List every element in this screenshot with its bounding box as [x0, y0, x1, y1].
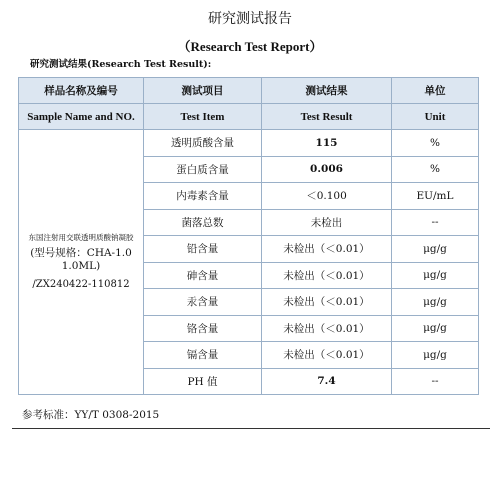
header-sample-en: Sample Name and NO.	[19, 104, 144, 130]
test-unit: %	[392, 156, 479, 183]
test-result: ＜0.100	[262, 183, 392, 210]
header-sample-cn: 样品名称及编号	[19, 78, 144, 104]
sample-spec: (型号规格：CHA-1.0 1.0ML)	[30, 247, 132, 273]
header-row-en	[19, 104, 479, 130]
test-item: 汞含量	[144, 289, 262, 316]
test-unit: μg/g	[392, 315, 479, 342]
header-result-en: Test Result	[262, 104, 392, 130]
sample-name: 东国注射用交联透明质酸钠凝胶	[28, 232, 134, 242]
test-result: 未检出（＜0.01）	[262, 289, 392, 316]
test-unit: --	[392, 368, 479, 395]
test-item: 透明质酸含量	[144, 130, 262, 157]
sample-cell	[19, 130, 144, 395]
test-result: 0.006	[262, 156, 392, 183]
table-row	[19, 130, 479, 157]
report-title: 研究测试报告	[208, 11, 292, 27]
header-unit-en: Unit	[392, 104, 479, 130]
reference-standard: 参考标准：YY/T 0308-2015	[22, 409, 160, 421]
header-result-cn: 测试结果	[262, 78, 392, 104]
test-unit: --	[392, 209, 479, 236]
test-unit: EU/mL	[392, 183, 479, 210]
test-item: 镉含量	[144, 342, 262, 369]
section-label: 研究测试结果(Research Test Result):	[30, 59, 212, 70]
test-item: PH 值	[144, 368, 262, 395]
test-item: 蛋白质含量	[144, 156, 262, 183]
test-result: 未检出	[262, 209, 392, 236]
test-result: 未检出（＜0.01）	[262, 342, 392, 369]
test-unit: %	[392, 130, 479, 157]
header-item-cn: 测试项目	[144, 78, 262, 104]
test-item: 铬含量	[144, 315, 262, 342]
report-subtitle: （Research Test Report）	[177, 39, 323, 54]
test-item: 菌落总数	[144, 209, 262, 236]
header-row-cn	[19, 78, 479, 104]
test-result: 未检出（＜0.01）	[262, 262, 392, 289]
divider	[12, 428, 490, 429]
test-result: 7.4	[262, 368, 392, 395]
test-item: 内毒素含量	[144, 183, 262, 210]
test-unit: μg/g	[392, 236, 479, 263]
sample-number: /ZX240422-110812	[32, 278, 130, 290]
test-result: 115	[262, 130, 392, 157]
header-unit-cn: 单位	[392, 78, 479, 104]
test-item: 砷含量	[144, 262, 262, 289]
test-unit: μg/g	[392, 342, 479, 369]
test-unit: μg/g	[392, 262, 479, 289]
header-item-en: Test Item	[144, 104, 262, 130]
test-unit: μg/g	[392, 289, 479, 316]
test-result: 未检出（＜0.01）	[262, 236, 392, 263]
test-item: 铅含量	[144, 236, 262, 263]
results-table	[18, 77, 479, 395]
test-result: 未检出（＜0.01）	[262, 315, 392, 342]
